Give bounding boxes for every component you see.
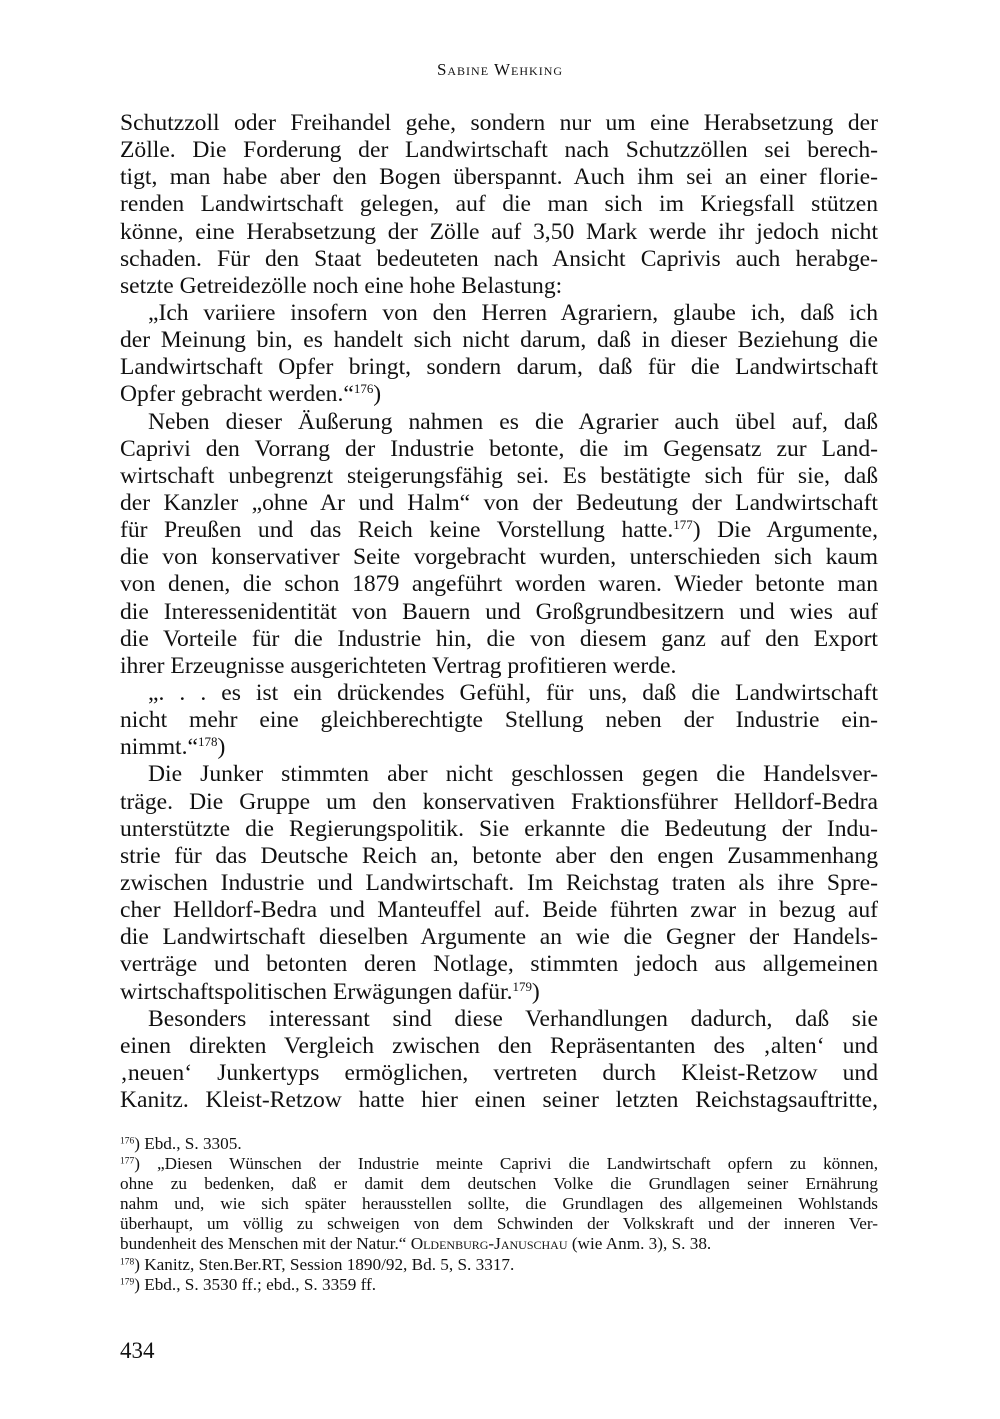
body-line	[120, 761, 878, 788]
body-line-text: wirtschaft unbegrenzt steigerungsfähig sei. Es bestätigte sich für sie, daß	[120, 462, 878, 489]
body-line-text: nimmt.“	[120, 734, 198, 761]
body-line	[120, 897, 878, 924]
body-line-text: einen direkten Vergleich zwischen den Repräsentanten des ‚alten‘ und	[120, 1032, 878, 1059]
body-line-text: Neben dieser Äußerung nahmen es die Agrarier auch übel auf, daß	[148, 408, 878, 435]
body-line-text: setzte Getreidezölle noch eine hohe Belastung:	[120, 272, 563, 299]
body-line-text: ‚neuen‘ Junkertyps ermöglichen, vertreten durch Kleist-Retzow und	[120, 1059, 878, 1086]
footnote-number: 177	[120, 1156, 135, 1167]
footnote-marker: 176	[353, 381, 374, 397]
body-line-text: träge. Die Gruppe um den konservativen Fraktionsführer Helldorf-Bedra	[120, 788, 878, 815]
body-line	[120, 409, 878, 436]
body-line	[120, 436, 878, 463]
body-line	[120, 870, 878, 897]
body-text	[120, 110, 878, 1114]
body-line-text: tigt, man habe aber den Bogen überspannt. Auch ihm sei an einer florie-	[120, 164, 878, 191]
body-line-text: strie für das Deutsche Reich an, betonte aber den engen Zusammenhang	[120, 842, 878, 869]
body-line-text: die Landwirtschaft dieselben Argumente an wie die Gegner der Handels-	[120, 924, 878, 951]
footnote-text: ) Ebd., S. 3305.	[134, 1134, 242, 1153]
footnote-text: ohne zu bedenken, daß er damit dem deutschen Volke die Grundlagen seiner Ernährung	[120, 1174, 878, 1194]
body-line-text: ihrer Erzeugnisse ausgerichteten Vertrag profitieren werde.	[120, 652, 677, 679]
footnote-number: 178	[120, 1256, 135, 1267]
footnote-line	[120, 1174, 878, 1194]
footnote-line	[120, 1255, 878, 1275]
page-number: 434	[120, 1338, 155, 1363]
footnote-number: 179	[120, 1276, 135, 1287]
body-line	[120, 924, 878, 951]
body-line	[120, 490, 878, 517]
body-line	[120, 327, 878, 354]
body-line	[120, 300, 878, 327]
body-line	[120, 979, 878, 1006]
body-line-text: renden Landwirtschaft gelegen, auf die man sich im Kriegsfall stützen	[120, 191, 878, 218]
body-line-text: Caprivi den Vorrang der Industrie betonte, die im Gegensatz zur Land-	[120, 435, 878, 462]
body-line	[120, 571, 878, 598]
body-line-text: zwischen Industrie und Landwirtschaft. Im Reichstag traten als ihre Spre-	[120, 869, 878, 896]
footnote-line	[120, 1234, 878, 1254]
body-line-text: Landwirtschaft Opfer bringt, sondern darum, daß für die Landwirtschaft	[120, 354, 878, 381]
footnote-text: ) Ebd., S. 3530 ff.; ebd., S. 3359 ff.	[134, 1274, 377, 1294]
body-line-text: ) Die Argumente,	[692, 517, 879, 544]
body-line-text: nicht mehr eine gleichberechtigte Stellung neben der Industrie ein-	[120, 707, 878, 734]
body-line-text: Schutzzoll oder Freihandel gehe, sondern nur um eine Herabsetzung der	[120, 110, 878, 136]
body-line-text: der Kanzler „ohne Ar und Halm“ von der Bedeutung der Landwirtschaft	[120, 489, 878, 516]
body-line	[120, 517, 878, 544]
body-line	[120, 1033, 878, 1060]
body-line	[120, 1087, 878, 1114]
body-line-text: verträge und betonten deren Notlage, stimmten jedoch aus allgemeinen	[120, 951, 878, 978]
body-line-text: Kanitz. Kleist-Retzow hatte hier einen seiner letzten Reichstagsauftritte,	[120, 1087, 878, 1114]
footnote-text: nahm und, wie sich später herausstellen sollte, die Grundlagen des allgemeinen Wohlstands	[120, 1194, 878, 1214]
body-line	[120, 1006, 878, 1033]
footnote-line	[120, 1154, 878, 1174]
body-line	[120, 137, 878, 164]
running-header: Sabine Wehking	[436, 60, 564, 79]
body-line-text: Die Junker stimmten aber nicht geschlossen gegen die Handelsver-	[148, 761, 878, 788]
body-line-text: wirtschaftspolitischen Erwägungen dafür.	[120, 978, 513, 1005]
body-line	[120, 1060, 878, 1087]
body-line	[120, 354, 878, 381]
footnote-line	[120, 1194, 878, 1214]
body-line	[120, 219, 878, 246]
body-line-text: Zölle. Die Forderung der Landwirtschaft nach Schutzzöllen sei berech-	[120, 137, 878, 164]
body-line-text: )	[531, 978, 540, 1005]
footnote-line	[120, 1275, 878, 1295]
body-line	[120, 463, 878, 490]
footnotes	[120, 1134, 878, 1295]
body-line	[120, 273, 878, 300]
footnote-marker: 177	[673, 517, 693, 533]
author-name: Oldenburg-Januschau	[410, 1234, 568, 1254]
footnote-line	[120, 1134, 878, 1154]
footnote-text: (wie Anm. 3), S. 38.	[567, 1234, 712, 1254]
body-line-text: der Meinung bin, es handelt sich nicht darum, daß in dieser Beziehung die	[120, 327, 878, 354]
body-line	[120, 789, 878, 816]
body-line-text: )	[373, 381, 382, 408]
footnote-text: ) „Diesen Wünschen der Industrie meinte Caprivi die Landwirtschaft opfern zu können,	[134, 1154, 878, 1174]
body-line	[120, 653, 878, 680]
body-line	[120, 381, 878, 408]
body-line-text: )	[217, 734, 226, 761]
body-line-text: für Preußen und das Reich keine Vorstellung hatte.	[120, 517, 674, 544]
body-line	[120, 626, 878, 653]
body-line-text: die Interessenidentität von Bauern und Großgrundbesitzern und wies auf	[120, 598, 878, 625]
body-line-text: „Ich variiere insofern von den Herren Agrariern, glaube ich, daß ich	[148, 299, 878, 326]
body-line	[120, 843, 878, 870]
body-line-text: die von konservativer Seite vorgebracht wurden, unterschieden sich kaum	[120, 544, 878, 571]
footnote-number: 176	[120, 1136, 135, 1147]
body-line	[120, 246, 878, 273]
footnote-marker: 178	[197, 734, 218, 750]
body-line	[120, 191, 878, 218]
body-line-text: könne, eine Herabsetzung der Zölle auf 3,50 Mark werde ihr jedoch nicht	[120, 218, 878, 245]
body-line	[120, 110, 878, 137]
body-line-text: Opfer gebracht werden.“	[120, 381, 354, 408]
body-line-text: Besonders interessant sind diese Verhandlungen dadurch, daß sie	[148, 1005, 878, 1032]
body-line	[120, 164, 878, 191]
footnote-line	[120, 1214, 878, 1234]
body-line-text: von denen, die schon 1879 angeführt worden waren. Wieder betonte man	[120, 571, 878, 598]
body-line-text: unterstützte die Regierungspolitik. Sie erkannte die Bedeutung der Indu-	[120, 815, 878, 842]
footnote-text: überhaupt, um völlig zu schweigen von dem Schwinden der Volkskraft und der inneren Ver-	[120, 1214, 878, 1234]
body-line	[120, 544, 878, 571]
body-line	[120, 599, 878, 626]
footnote-marker: 179	[512, 978, 532, 994]
footnote-text: bundenheit des Menschen mit der Natur.“	[120, 1234, 411, 1254]
body-line	[120, 680, 878, 707]
body-line-text: die Vorteile für die Industrie hin, die von diesem ganz auf den Export	[120, 625, 878, 652]
body-line-text: schaden. Für den Staat bedeuteten nach Ansicht Caprivis auch herabge-	[120, 245, 878, 272]
footnote-text: ) Kanitz, Sten.Ber.RT, Session 1890/92, Bd. 5, S. 3317.	[134, 1254, 515, 1274]
body-line-text: cher Helldorf-Bedra und Manteuffel auf. Beide führten zwar in bezug auf	[120, 897, 878, 924]
body-line	[120, 707, 878, 734]
body-line-text: „. . . es ist ein drückendes Gefühl, für uns, daß die Landwirtschaft	[148, 679, 878, 706]
body-line	[120, 734, 878, 761]
body-line	[120, 816, 878, 843]
body-line	[120, 951, 878, 978]
